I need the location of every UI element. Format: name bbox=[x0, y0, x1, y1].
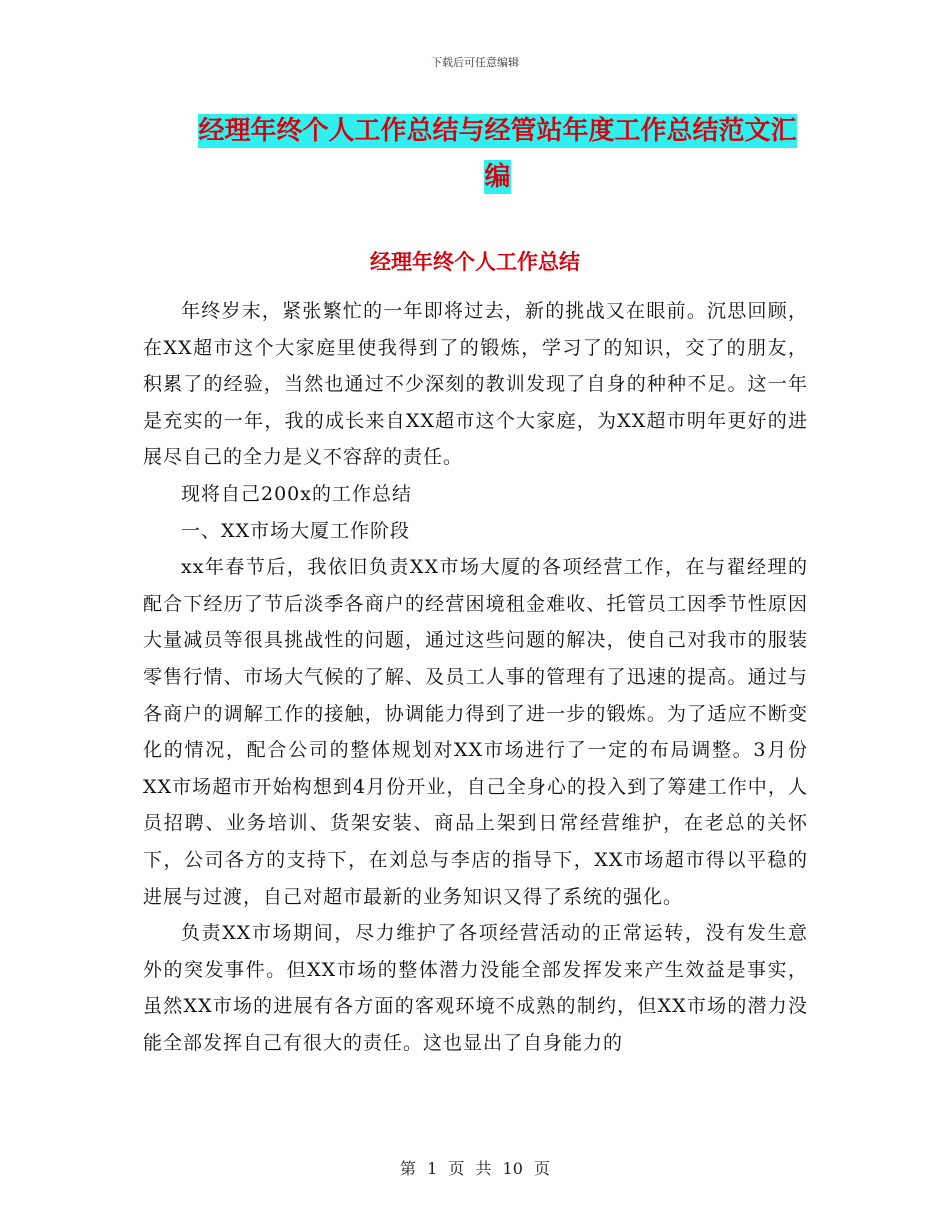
paragraph: 一、XX市场大厦工作阶段 bbox=[181, 519, 411, 542]
paragraph: 年终岁末，紧张繁忙的一年即将过去，新的挑战又在眼前。沉思回顾，在XX超市这个大家庭里使我得到了的锻炼，学习了的知识，交了的朋友，积累了的经验，当然也通过不少深刻的教训发现了自身的种种不足。这一年是充实的一年，我的成长来自XX超市这个大家庭，为XX超市明年更好的进展尽自己的全力是义不容辞的责任。 bbox=[143, 300, 808, 469]
paragraph: 现将自己200x的工作总结 bbox=[181, 482, 412, 505]
document-title bbox=[190, 108, 805, 200]
paragraph: xx年春节后，我依旧负责XX市场大厦的各项经营工作，在与翟经理的配合下经历了节后淡季各商户的经营困境租金难收、托管员工因季节性原因大量减员等很具挑战性的问题，通过这些问题的解决，使自己对我市的服装零售行情、市场大气候的了解、及员工人事的管理有了迅速的提高。通过与各商户的调解工作的接触，协调能力得到了进一步的锻炼。为了适应不断变化的情况，配合公司的整体规划对XX市场进行了一定的布局调整。3月份XX市场超市开始构想到4月份开业，自己全身心的投入到了筹建工作中，人员招聘、业务培训、货架安装、商品上架到日常经营维护，在老总的关怀下，公司各方的支持下，在刘总与李店的指导下，XX市场超市得以平稳的进展与过渡，自己对超市最新的业务知识又得了系统的强化。 bbox=[143, 556, 808, 908]
page-footer: 第 1 页 共 10 页 bbox=[400, 1159, 550, 1178]
section-title: 经理年终个人工作总结 bbox=[370, 249, 580, 274]
document-title-text: 经理年终个人工作总结与经管站年度工作总结范文汇编 bbox=[198, 116, 797, 192]
paragraph: 负责XX市场期间，尽力维护了各项经营活动的正常运转，没有发生意外的突发事件。但XX市场的整体潜力没能全部发挥发来产生效益是事实，虽然XX市场的进展有各方面的客观环境不成熟的制约，但XX市场的潜力没能全部发挥自己有很大的责任。这也显出了自身能力的 bbox=[143, 922, 808, 1054]
header-note: 下载后可任意编辑 bbox=[431, 56, 519, 69]
document-body bbox=[143, 293, 808, 1061]
